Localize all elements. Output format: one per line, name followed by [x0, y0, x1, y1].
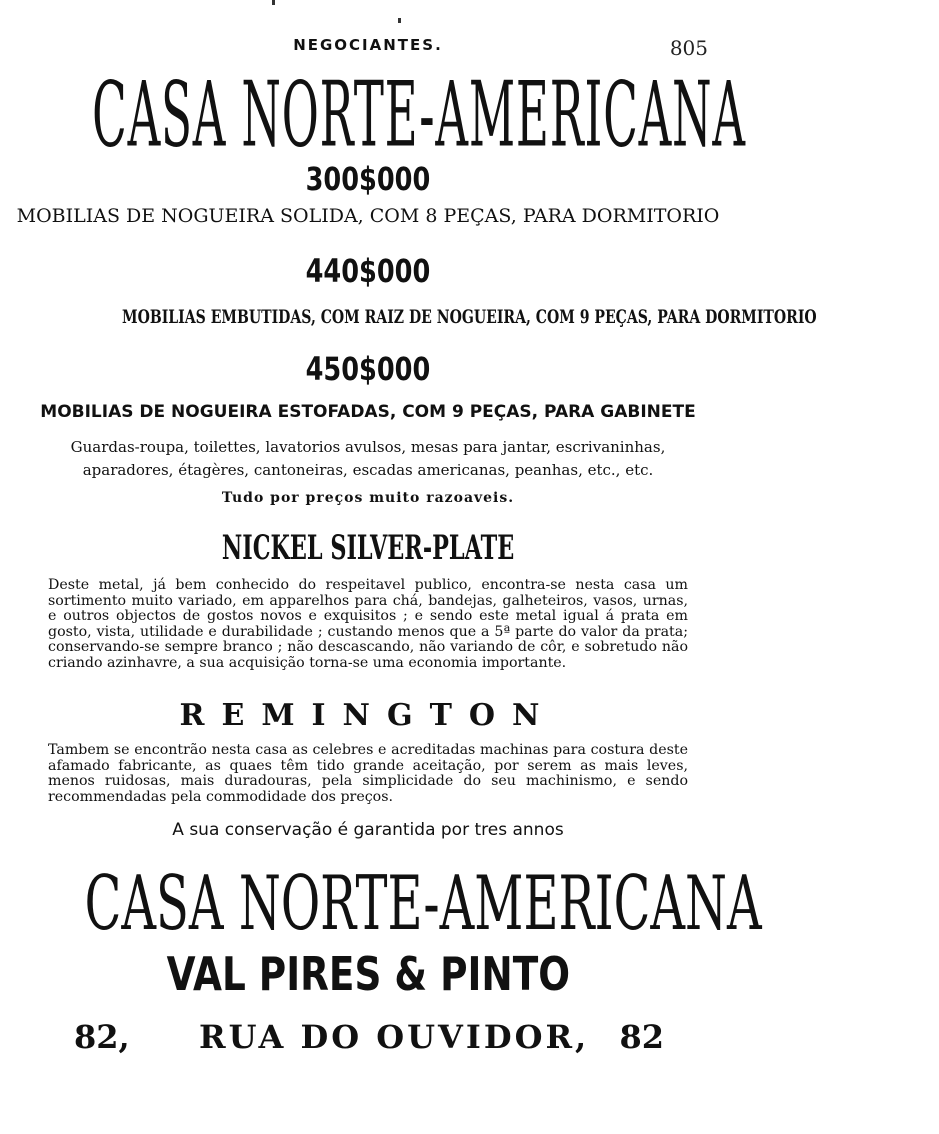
- offer-3-description: MOBILIAS DE NOGUEIRA ESTOFADAS, COM 9 PEÇAS, PARA GABINETE: [40, 402, 696, 422]
- remington-paragraph: Tambem se encontrão nesta casa as celebres e acreditadas machinas para costura deste afamado fabricante, as quaes têm tido grande aceitação, por serem as mais leves, menos ruidosas, mais duradouras, pela simplicidade do seu machinismo, e sendo recommendadas pela commodidade dos preços.: [48, 742, 688, 805]
- address-line: [74, 1018, 664, 1068]
- nickel-title-text: NICKEL SILVER-PLATE: [221, 528, 515, 568]
- offer-2-description-text: MOBILIAS EMBUTIDAS, COM RAIZ DE NOGUEIRA, COM 9 PEÇAS, PARA DORMITORIO: [122, 306, 817, 328]
- store-title-top-text: CASA NORTE-AMERICANA: [92, 62, 746, 168]
- guarantee-line: A sua conservação é garantida por tres annos: [172, 820, 564, 840]
- nickel-paragraph: Deste metal, já bem conhecido do respeitavel publico, encontra-se nesta casa um sortimento muito variado, em apparelhos para chá, bandejas, galheteiros, vasos, urnas, e outros objectos de gostos novos e exquisitos ; e sendo este metal igual á prata em gosto, vista, utilidade e durabilidade ; custando menos que a 5ª parte do valor da prata; conservando-se sempre branco ; não descascando, não variando de côr, e sobretudo não criando azinhavre, a sua acquisição torna-se uma economia importante.: [48, 577, 688, 671]
- store-title-bottom-text: CASA NORTE-AMERICANA: [84, 860, 762, 948]
- price-2: [0, 252, 736, 290]
- price-3: [0, 350, 736, 388]
- firm-name-text: VAL PIRES & PINTO: [166, 948, 570, 1002]
- goods-line-2: aparadores, étagères, cantoneiras, escadas americanas, peanhas, etc., etc.: [82, 461, 654, 479]
- remington-title: REMINGTON: [179, 698, 557, 733]
- page-number: 805: [669, 36, 708, 60]
- price-1-value: 300$000: [305, 160, 431, 198]
- prices-note: Tudo por preços muito razoaveis.: [221, 490, 515, 506]
- address-number-left: 82,: [74, 1018, 130, 1056]
- nickel-title: [0, 528, 736, 568]
- offer-1-description: MOBILIAS DE NOGUEIRA SOLIDA, COM 8 PEÇAS, PARA DORMITORIO: [16, 205, 720, 227]
- price-3-value: 450$000: [305, 350, 431, 388]
- offer-2-description: [0, 306, 817, 328]
- goods-line-1: Guardas-roupa, toilettes, lavatorios avulsos, mesas para jantar, escrivaninhas,: [70, 438, 666, 456]
- address-number-right: 82: [619, 1018, 664, 1056]
- store-title-bottom: [0, 860, 762, 948]
- store-title-top: [0, 62, 746, 168]
- firm-name: [0, 948, 736, 1002]
- section-header: NEGOCIANTES.: [293, 36, 443, 54]
- price-1: [0, 160, 736, 198]
- price-2-value: 440$000: [305, 252, 431, 290]
- address-street: RUA DO OUVIDOR,: [199, 1018, 590, 1056]
- print-speck: [398, 18, 401, 23]
- print-speck: [272, 0, 275, 5]
